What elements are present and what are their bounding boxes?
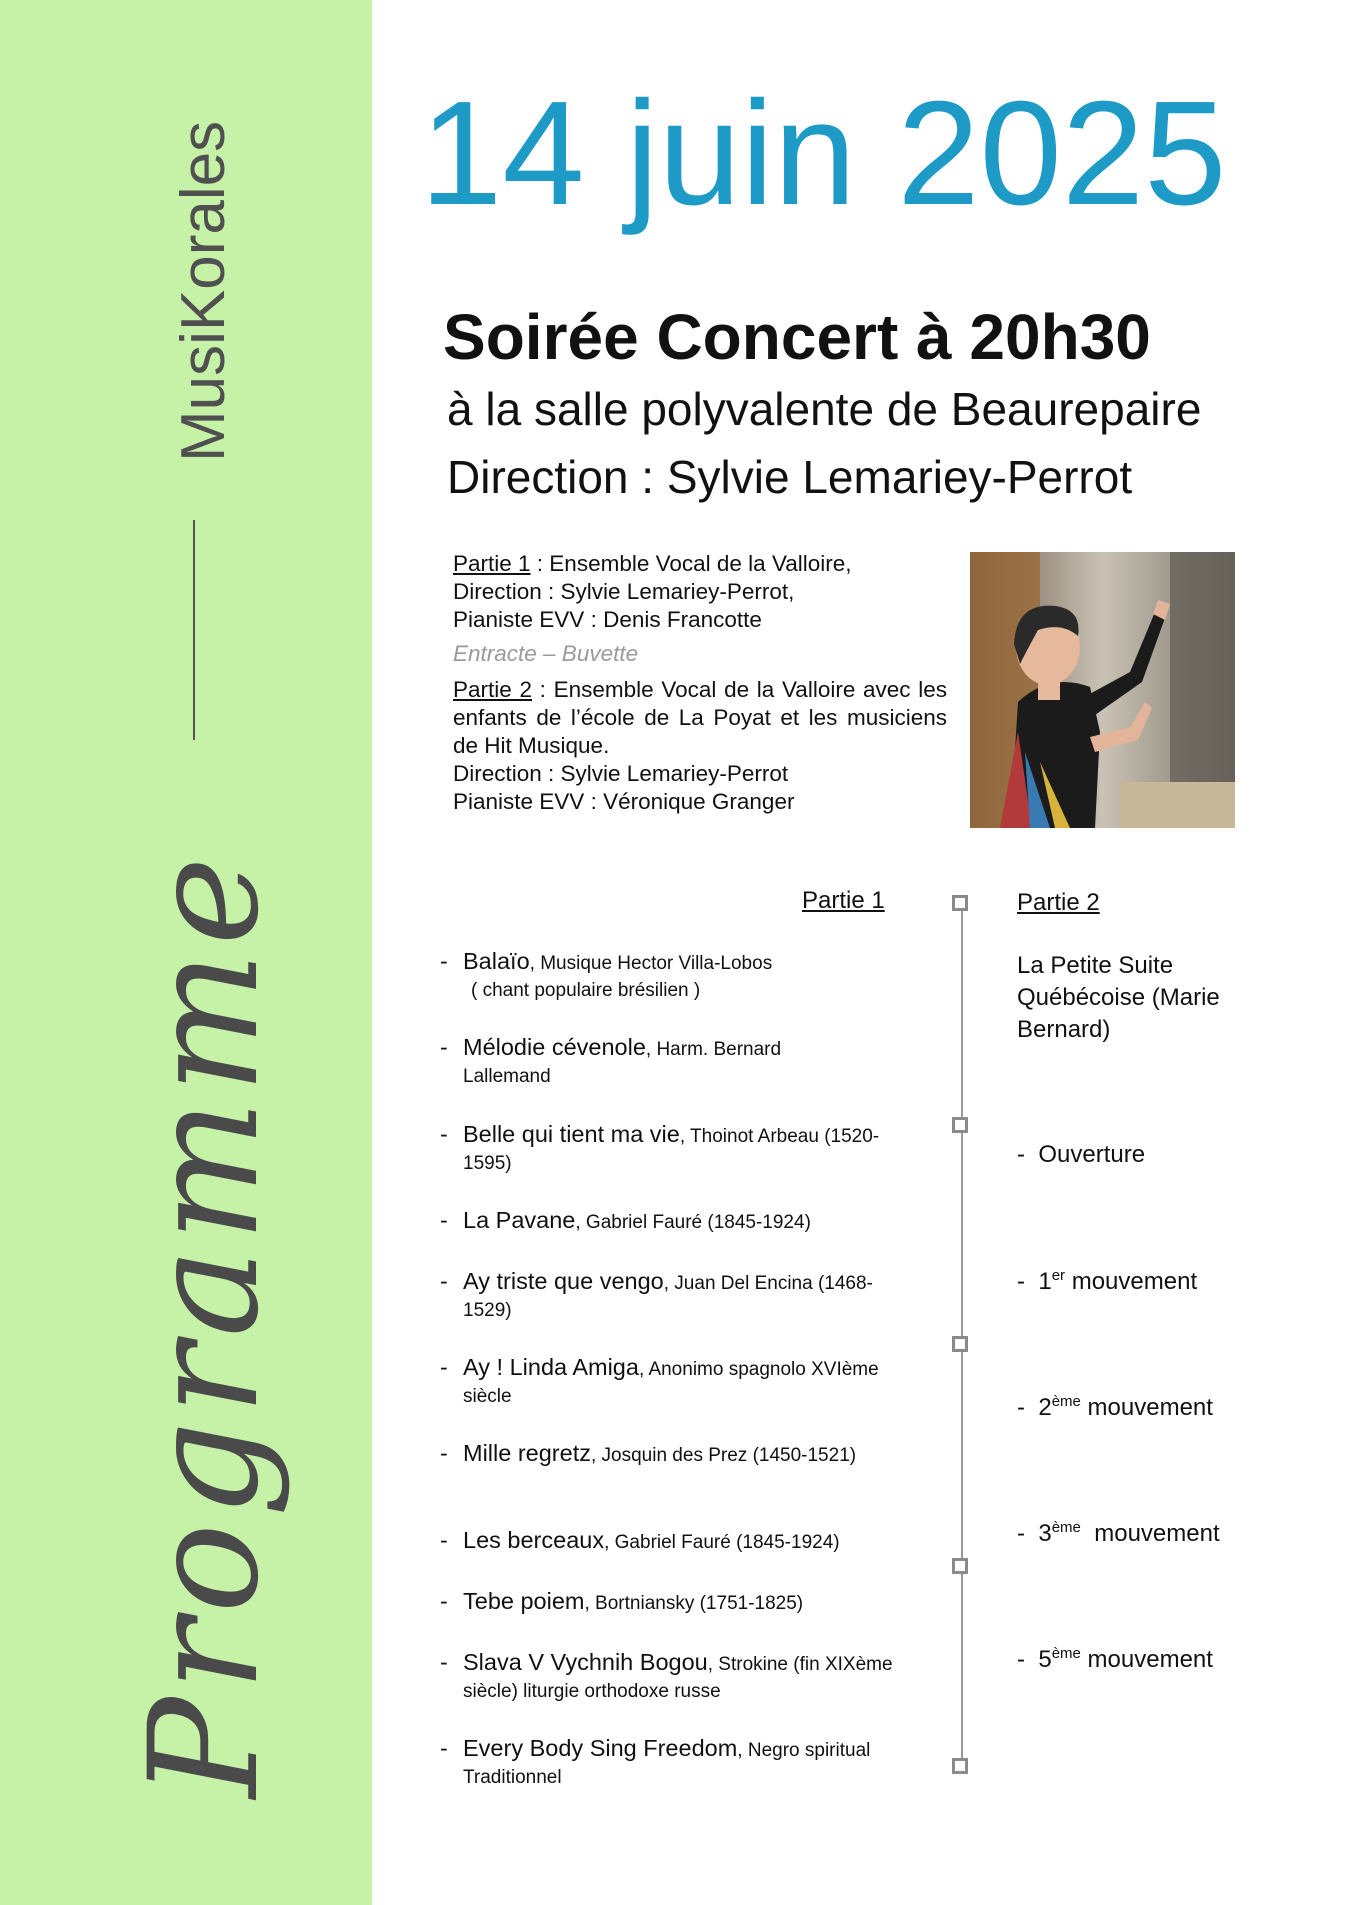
part2-suite-title: La Petite Suite Québécoise (Marie Bernard) bbox=[1017, 952, 1220, 1043]
list-dash: - bbox=[440, 1121, 448, 1147]
piece-detail: , Juan Del Encina (1468-1529) bbox=[463, 1273, 873, 1321]
timeline-marker bbox=[952, 1558, 968, 1574]
part2-intro bbox=[453, 676, 947, 760]
movement-number: 5 bbox=[1038, 1646, 1052, 1673]
timeline-marker bbox=[952, 1117, 968, 1133]
venue-line: à la salle polyvalente de Beaurepaire bbox=[447, 383, 1202, 435]
piece-title: Mélodie cévenole bbox=[463, 1034, 646, 1060]
timeline-marker bbox=[952, 1758, 968, 1774]
piece-detail: , Anonimo spagnolo XVIème siècle bbox=[463, 1359, 879, 1407]
piece-detail: , Gabriel Fauré (1845-1924) bbox=[604, 1532, 840, 1553]
piece-detail: , Harm. Bernard Lallemand bbox=[463, 1039, 782, 1087]
movement-suffix: ème bbox=[1051, 1645, 1081, 1662]
intro-block bbox=[453, 550, 947, 816]
entracte-note: Entracte – Buvette bbox=[453, 641, 639, 666]
list-item bbox=[440, 1121, 940, 1177]
movement-item bbox=[1017, 1645, 1213, 1674]
list-item bbox=[440, 1649, 940, 1705]
timeline-marker bbox=[952, 1336, 968, 1352]
list-item bbox=[440, 1207, 940, 1236]
movement-number: 1 bbox=[1038, 1268, 1052, 1295]
conductor-photo bbox=[970, 552, 1235, 828]
piece-title: Every Body Sing Freedom bbox=[463, 1735, 738, 1761]
list-dash: - bbox=[440, 1354, 448, 1380]
movement-item bbox=[1017, 1267, 1197, 1296]
part1-text: : Ensemble Vocal de la Valloire, bbox=[530, 551, 852, 576]
list-dash: - bbox=[440, 948, 448, 974]
piece-title: Tebe poiem bbox=[463, 1588, 585, 1614]
list-dash: - bbox=[440, 1440, 448, 1466]
brand-name: MusiKorales bbox=[169, 120, 238, 462]
list-item bbox=[440, 1735, 940, 1791]
direction-line: Direction : Sylvie Lemariey-Perrot bbox=[447, 451, 1133, 503]
piece-title: Les berceaux bbox=[463, 1527, 605, 1553]
list-item bbox=[440, 1588, 940, 1617]
piece-detail: , Strokine (fin XIXème siècle) liturgie orthodoxe russe bbox=[463, 1654, 893, 1702]
list-dash: - bbox=[1017, 1394, 1025, 1421]
list-item bbox=[440, 1354, 940, 1410]
piece-title: Slava V Vychnih Bogou bbox=[463, 1649, 708, 1675]
list-dash: - bbox=[440, 1527, 448, 1553]
piece-title: Balaïo bbox=[463, 948, 530, 974]
movement-number: 2 bbox=[1038, 1394, 1052, 1421]
part1-intro bbox=[453, 550, 947, 578]
part2-text: : Ensemble Vocal de la Valloire avec les enfants de l’école de La Poyat et les musiciens de Hit Musique. bbox=[453, 677, 947, 758]
list-dash: - bbox=[440, 1649, 448, 1675]
movement-text: mouvement bbox=[1065, 1268, 1198, 1295]
part1-direction: Direction : Sylvie Lemariey-Perrot, bbox=[453, 579, 795, 604]
list-dash: - bbox=[440, 1268, 448, 1294]
list-item bbox=[440, 1034, 940, 1090]
sidebar-divider bbox=[193, 520, 195, 740]
list-item bbox=[440, 1268, 940, 1324]
part1-label: Partie 1 bbox=[453, 551, 531, 576]
timeline-line bbox=[961, 900, 963, 1766]
list-item bbox=[440, 1440, 940, 1469]
concert-headline: Soirée Concert à 20h30 bbox=[443, 301, 1151, 373]
piece-title: La Pavane bbox=[463, 1207, 576, 1233]
sidebar bbox=[0, 0, 372, 1905]
movement-text: mouvement bbox=[1080, 1394, 1213, 1421]
list-dash: - bbox=[1017, 1141, 1025, 1168]
movement-item bbox=[1017, 1141, 1145, 1169]
list-dash: - bbox=[1017, 1646, 1025, 1673]
list-dash: - bbox=[440, 1588, 448, 1614]
movement-suffix: ème bbox=[1051, 1393, 1081, 1410]
part2-pianist: Pianiste EVV : Véronique Granger bbox=[453, 789, 795, 814]
part1-heading: Partie 1 bbox=[802, 887, 885, 914]
piece-title: Mille regretz bbox=[463, 1440, 591, 1466]
movement-text: Ouverture bbox=[1038, 1141, 1146, 1168]
list-dash: - bbox=[440, 1735, 448, 1761]
piece-detail: , Gabriel Fauré (1845-1924) bbox=[575, 1212, 811, 1233]
part2-heading: Partie 2 bbox=[1017, 889, 1100, 916]
piece-title: Ay ! Linda Amiga bbox=[463, 1354, 639, 1380]
piece-detail: , Musique Hector Villa-Lobos bbox=[529, 953, 773, 974]
list-dash: - bbox=[1017, 1520, 1025, 1547]
movement-suffix: ème bbox=[1051, 1519, 1081, 1536]
movement-text: mouvement bbox=[1080, 1520, 1220, 1547]
piece-title: Ay triste que vengo bbox=[463, 1268, 664, 1294]
list-dash: - bbox=[440, 1207, 448, 1233]
piece-detail: , Thoinot Arbeau (1520-1595) bbox=[463, 1126, 880, 1174]
event-date: 14 juin 2025 bbox=[420, 71, 1227, 236]
movement-item bbox=[1017, 1393, 1213, 1422]
timeline-marker bbox=[952, 895, 968, 911]
part1-pianist: Pianiste EVV : Denis Francotte bbox=[453, 607, 762, 632]
movement-number: 3 bbox=[1038, 1520, 1052, 1547]
movement-item bbox=[1017, 1519, 1220, 1548]
piece-title: Belle qui tient ma vie bbox=[463, 1121, 680, 1147]
list-item bbox=[440, 1527, 940, 1556]
part2-direction: Direction : Sylvie Lemariey-Perrot bbox=[453, 761, 789, 786]
piece-detail: , Bortniansky (1751-1825) bbox=[584, 1593, 804, 1614]
list-dash: - bbox=[1017, 1268, 1025, 1295]
movement-text: mouvement bbox=[1080, 1646, 1213, 1673]
list-item bbox=[440, 948, 940, 1004]
conductor-illustration bbox=[970, 552, 1235, 828]
movement-suffix: er bbox=[1051, 1267, 1066, 1284]
list-dash: - bbox=[440, 1034, 448, 1060]
piece-detail: , Negro spiritual Traditionnel bbox=[463, 1740, 871, 1788]
piece-detail-extra: ( chant populaire brésilien ) bbox=[471, 980, 701, 1001]
programme-title: Programme bbox=[118, 850, 292, 1798]
part2-label: Partie 2 bbox=[453, 677, 532, 702]
piece-detail: , Josquin des Prez (1450-1521) bbox=[590, 1445, 857, 1466]
